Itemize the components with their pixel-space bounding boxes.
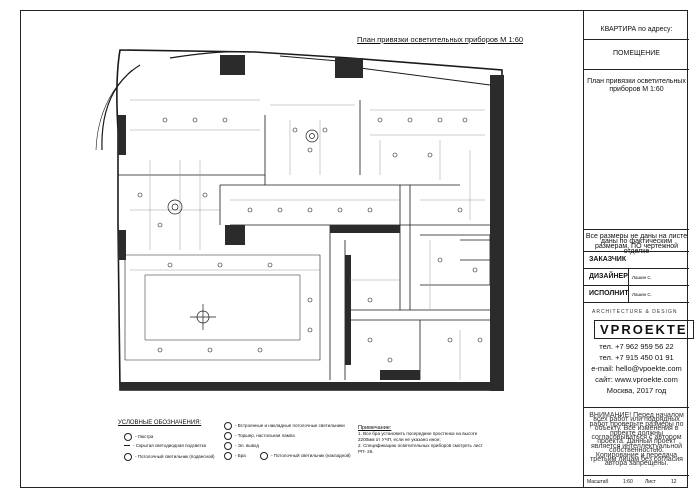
- sheet-name-cell: План привязки осветительных приборов М 1:60: [584, 70, 689, 230]
- website: сайт: www.vproekte.com: [595, 375, 678, 384]
- legend-item-recessed: - Встроенные и накладные потолочные светильники: [224, 422, 345, 430]
- sconce-icon: [224, 452, 232, 460]
- legend: [112, 410, 351, 470]
- recessed-light-icon: [224, 422, 232, 430]
- legend-item-pendant: - Потолочный светильник (подвесной): [124, 453, 214, 461]
- scale-label: Масштаб: [587, 479, 609, 485]
- notes: [358, 425, 488, 455]
- title-block-footer: [583, 475, 688, 488]
- legend-item-led-strip: - Скрытая светодиодная подсветка: [124, 443, 206, 448]
- notes-line: 2200мм от УЧП, если не указано иное;: [358, 437, 441, 442]
- notes-line: 1. Все бра установить посередине простенка на высоте: [358, 431, 478, 436]
- notes-line: 2. Спецификацию осветительных приборов смотреть лист РП- 26.: [358, 443, 483, 454]
- email: e-mail: hello@vpoekte.com: [591, 364, 682, 373]
- floor-lamp-icon: [224, 432, 232, 440]
- dimensions-note: Все размеры не даны на листе даны по фактическим размерам, ПО чертежной отделке: [584, 230, 689, 252]
- row-divider: [628, 286, 629, 303]
- plan-title: План привязки осветительных приборов М 1:60: [357, 35, 524, 44]
- surface-light-icon: [260, 452, 268, 460]
- brand-cell: [584, 303, 689, 408]
- brand-tagline: ARCHITECTURE & DESIGN: [592, 309, 678, 315]
- designer-label: ДИЗАЙНЕР: [589, 273, 628, 280]
- sheet-label: Лист: [645, 479, 656, 485]
- executor-label: ИСПОЛНИТ: [589, 290, 629, 297]
- legend-item-sconce: - Бра: [224, 452, 246, 460]
- legal-notice: ВНИМАНИЕ! Перед началом всех работ или подрядных работ проверьте размеры по объекту. Все изменения в проекте должны согласовываться с автором проекта. Данный проект является интеллектуальной собственностью. Копирование и передача третьим лицам без согласия автора запрещены.: [584, 408, 689, 476]
- city-year: Москва, 2017 год: [606, 386, 667, 395]
- executor-name: Лашин С.: [632, 292, 652, 297]
- notes-title: Примечание:: [358, 425, 392, 431]
- client-label: ЗАКАЗЧИК: [589, 256, 627, 263]
- led-strip-icon: [124, 445, 130, 447]
- electrical-outlet-icon: [224, 442, 232, 450]
- legend-item-outlet: - Эл. вывод: [224, 442, 259, 450]
- legend-item-surface: - Потолочный светильник (накладной): [260, 452, 351, 460]
- designer-row: [584, 269, 689, 286]
- address-cell: КВАРТИРА по адресу:: [584, 10, 689, 40]
- phone-1: тел. +7 962 959 56 22: [599, 342, 674, 351]
- chandelier-icon: [124, 433, 132, 441]
- legend-item-chandelier: - Люстра: [124, 433, 153, 441]
- scale-value: 1:60: [623, 479, 633, 485]
- brand-logo: VPROEKTE: [594, 320, 694, 339]
- executor-row: [584, 286, 689, 303]
- legend-item-floor-lamp: - Торшер, настольная лампа: [224, 432, 295, 440]
- room-cell: ПОМЕЩЕНИЕ: [584, 40, 689, 70]
- row-divider: [628, 269, 629, 286]
- designer-name: Лашин С.: [632, 275, 652, 280]
- floor-plan-drawing: [20, 10, 583, 408]
- client-row: [584, 252, 689, 269]
- phone-2: тел. +7 915 450 01 91: [599, 353, 674, 362]
- pendant-light-icon: [124, 453, 132, 461]
- sheet-number: 12: [671, 479, 677, 485]
- title-block: [583, 10, 688, 488]
- legend-title: УСЛОВНЫЕ ОБОЗНАЧЕНИЯ:: [118, 420, 202, 426]
